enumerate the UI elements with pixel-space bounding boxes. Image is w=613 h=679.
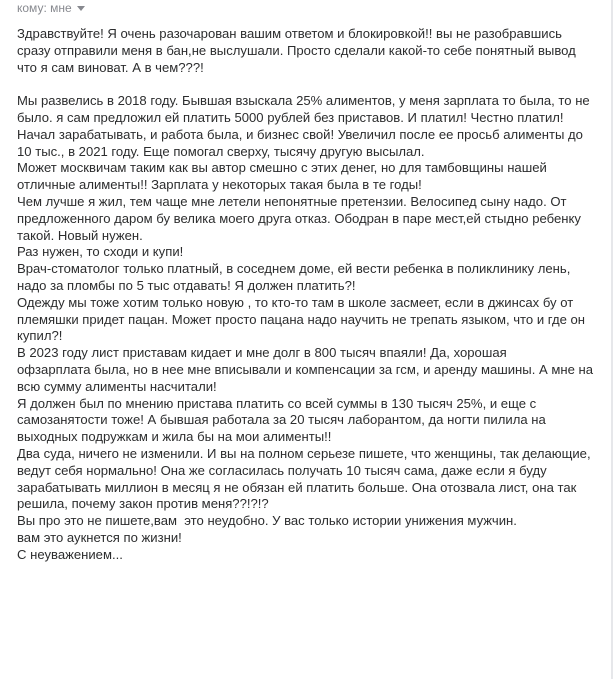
letter-line: всю сумму алименты насчитали! [17,378,217,394]
letter-line: было. я сам предложил ей платить 5000 рублей без приставов. И платил! Честно платил! [17,109,564,125]
letter-signature: С неуважением... [17,546,123,562]
letter-line: Вы про это не пишете,вам это неудобно. У вас только истории унижения мужчин. [17,513,517,529]
letter-line: Может москвичам таким как вы автор смешно с этих денег, но для тамбовщины нашей [17,160,547,176]
letter-line: Мы развелись в 2018 году. Бывшая взыскала 25% алиментов, у меня зарплата то была, то не [17,93,590,109]
letter-line: В 2023 году лист приставам кидает и мне долг в 800 тысяч впаяли! Да, хорошая [17,345,507,361]
letter-line: Здравствуйте! Я очень разочарован вашим ответом и блокировкой!! вы не разобравшись [17,26,562,41]
recipient-toggle[interactable] [17,1,85,15]
letter-line: отличные алименты!! Зарплата у некоторых такая была в те годы! [17,177,422,193]
letter-line: ведут себя нормально! Она же согласилась получать 10 тысяч сама, даже если я буду [17,462,547,478]
letter-line: решила, почему закон против меня??!?!? [17,496,269,512]
letter-line: Врач-стоматолог только платный, в соседнем доме, ей вести ребенка в поликлинику лень, [17,261,571,277]
chevron-down-icon [77,6,85,11]
recipient-label: кому: мне [17,1,72,15]
letter-line: Начал зарабатывать, и работа была, и бизнес свой! Увеличил после ее просьб алименты до [17,126,583,142]
letter-line: самозанятости тоже! А бывшая работала за 20 тысяч лаборантом, да ногти пилила на [17,412,546,428]
letter-line: Одежду мы тоже хотим только новую , то кто-то там в школе засмеет, если в джинсах бу от [17,294,574,310]
letter-line: Чем лучше я жил, тем чаще мне летели непонятные претензии. Велосипед сыну надо. От [17,193,567,209]
letter-line: Раз нужен, то сходи и купи! [17,244,184,260]
letter-line: выходных подружкам и жила бы на мои алименты!! [17,429,332,445]
letter-line: что я сам виноват. А в чем???! [17,59,204,75]
letter-line: сразу отправили меня в бан,не выслушали. Просто сделали какой-то себе понятный вывод [17,42,576,58]
letter-line: Я должен был по мнению пристава платить со всей суммы в 130 тысяч 25%, и еще с [17,395,537,411]
letter-body [17,26,607,564]
letter-line: вам это аукнется по жизни! [17,529,182,545]
letter-line: надо за пломбы по 5 тыс отдавать! Я должен платить?! [17,277,356,293]
letter-line: зарабатывать миллион в месяц я не обязан ей платить больше. Она отозвала лист, она так [17,479,577,495]
letter-line: Два суда, ничего не изменили. И вы на полном серьезе пишете, что женщины, так делающие, [17,445,591,461]
letter-blank-line [17,76,607,93]
letter-line: офзарплата была, но в нее мне вписывали и компенсации за гсм, и аренду машины. А мне на [17,361,594,377]
letter-line: 10 тыс., в 2021 году. Еще помогал сверху, тысячу другую высылал. [17,143,425,159]
letter-line: купил?! [17,328,63,344]
letter-line: такой. Новый нужен. [17,227,143,243]
letter-line: племяшки придет пацан. Может просто пацана надо научить не трепать языком, что и где он [17,311,586,327]
letter-line: предложенного даром бу велика моего друга отказ. Ободран в паре мест,ей стыдно ребенку [17,210,581,226]
